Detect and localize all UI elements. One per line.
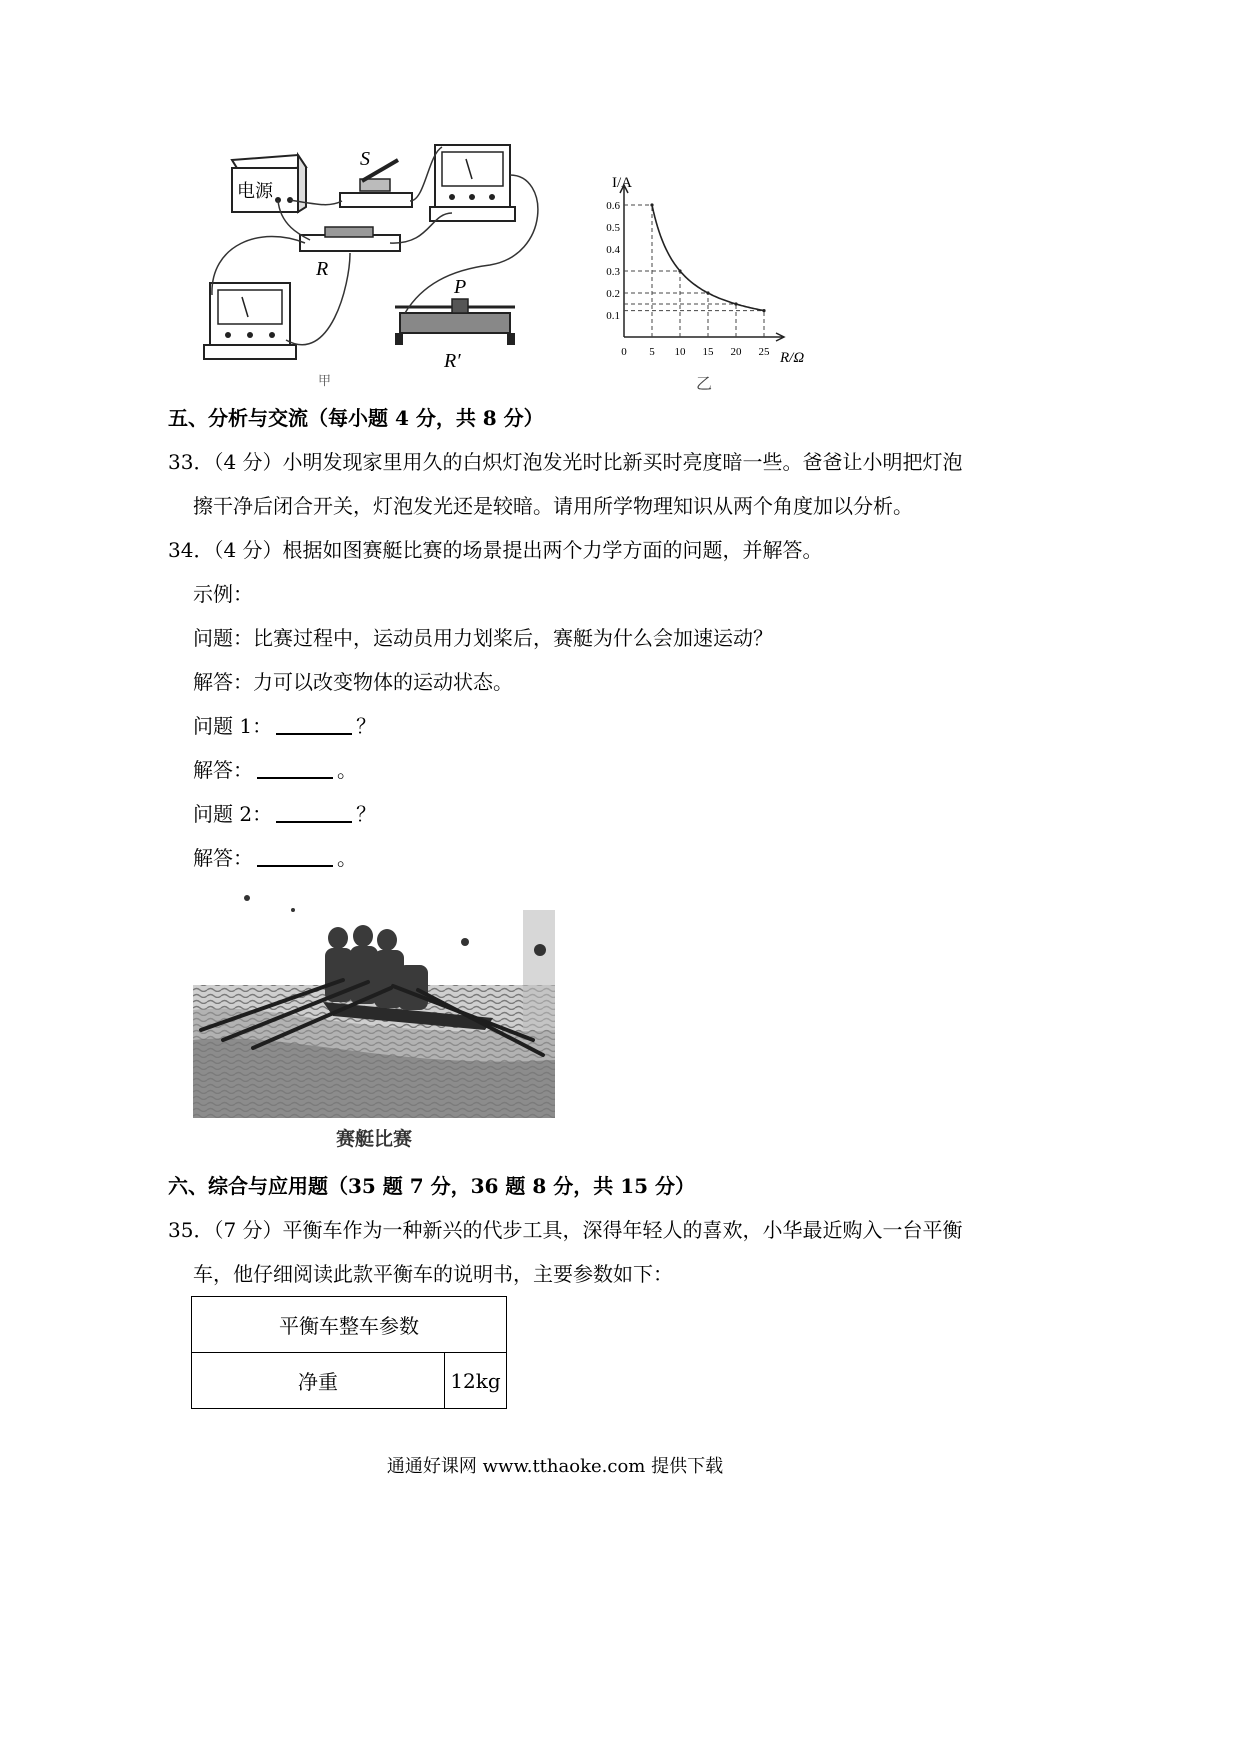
slider-label: P [454, 276, 467, 298]
q34-question-1 [193, 712, 376, 740]
x-tick-label: 10 [674, 346, 686, 358]
q34-example-answer: 解答：力可以改变物体的运动状态。 [193, 670, 513, 694]
q2-label: 问题 2： [193, 802, 273, 826]
switch-label: S [360, 148, 370, 170]
x-tick-label: 25 [758, 346, 770, 358]
parameter-table [191, 1296, 507, 1409]
q35-line-2: 车，他仔细阅读此款平衡车的说明书，主要参数如下： [193, 1262, 673, 1286]
data-point [734, 302, 737, 305]
q34-question-2 [193, 800, 376, 828]
table-title: 平衡车整车参数 [192, 1297, 507, 1353]
q33-line-2: 擦干净后闭合开关，灯泡发光还是较暗。请用所学物理知识从两个角度加以分析。 [193, 494, 913, 518]
rowing-photo [193, 890, 555, 1118]
a1-answer-blank[interactable] [257, 757, 333, 779]
power-supply [232, 155, 306, 212]
q34-example-question: 问题：比赛过程中，运动员用力划桨后，赛艇为什么会加速运动？ [193, 626, 773, 650]
page-footer: 通通好课网 www.tthaoke.com 提供下载 [386, 1456, 724, 1477]
x-tick-label: 5 [649, 346, 655, 358]
data-point [650, 203, 653, 206]
rowing-photo-caption: 赛艇比赛 [335, 1128, 412, 1150]
x-tick-label: 15 [702, 346, 714, 358]
q34-answer-2 [193, 844, 357, 872]
q1-question-mark: ？ [356, 714, 377, 738]
y-tick-label: 0.1 [606, 310, 620, 322]
table-row-value: 12kg [445, 1353, 507, 1409]
graph-caption: 乙 [696, 374, 713, 393]
table-row [192, 1353, 507, 1409]
q34-line-1: 34．（4 分）根据如图赛艇比赛的场景提出两个力学方面的问题，并解答。 [168, 538, 823, 562]
power-supply-label: 电源 [237, 181, 273, 202]
q2-question-mark: ？ [356, 802, 377, 826]
section-6-heading: 六、综合与应用题（35 题 7 分，36 题 8 分，共 15 分） [168, 1174, 696, 1198]
data-point [762, 309, 765, 312]
circuit-figure [190, 135, 590, 395]
q2-answer-blank[interactable] [276, 801, 352, 823]
a2-label: 解答： [193, 846, 253, 870]
data-point [678, 269, 681, 272]
q34-answer-1 [193, 756, 357, 784]
x-tick-label: 0 [621, 346, 627, 358]
circuit-caption: 甲 [318, 374, 332, 389]
y-tick-label: 0.5 [606, 222, 620, 234]
table-title-row [192, 1297, 507, 1353]
resistor-label: R [316, 258, 329, 280]
y-tick-label: 0.6 [606, 200, 620, 212]
data-point [706, 291, 709, 294]
voltmeter [204, 283, 296, 359]
y-tick-label: 0.2 [606, 288, 620, 300]
y-tick-label: 0.3 [606, 266, 620, 278]
y-tick-label: 0.4 [606, 244, 620, 256]
q1-label: 问题 1： [193, 714, 273, 738]
a1-label: 解答： [193, 758, 253, 782]
a1-period: 。 [337, 758, 357, 782]
q1-answer-blank[interactable] [276, 713, 352, 735]
current-resistance-graph [606, 165, 850, 395]
q34-example-label: 示例： [193, 582, 253, 606]
switch [340, 148, 412, 207]
rheostat-label: R′ [444, 350, 461, 372]
a2-answer-blank[interactable] [257, 845, 333, 867]
x-axis-label: R/Ω [780, 350, 805, 366]
table-row-label: 净重 [192, 1353, 445, 1409]
q35-line-1: 35．（7 分）平衡车作为一种新兴的代步工具，深得年轻人的喜欢，小华最近购入一台平衡 [168, 1218, 963, 1242]
a2-period: 。 [337, 846, 357, 870]
q33-line-1: 33．（4 分）小明发现家里用久的白炽灯泡发光时比新买时亮度暗一些。爸爸让小明把灯泡 [168, 450, 963, 474]
y-axis-label: I/A [612, 175, 632, 191]
ammeter [430, 145, 515, 221]
section-5-heading: 五、分析与交流（每小题 4 分，共 8 分） [168, 406, 544, 430]
rheostat [395, 276, 515, 372]
x-tick-label: 20 [730, 346, 742, 358]
